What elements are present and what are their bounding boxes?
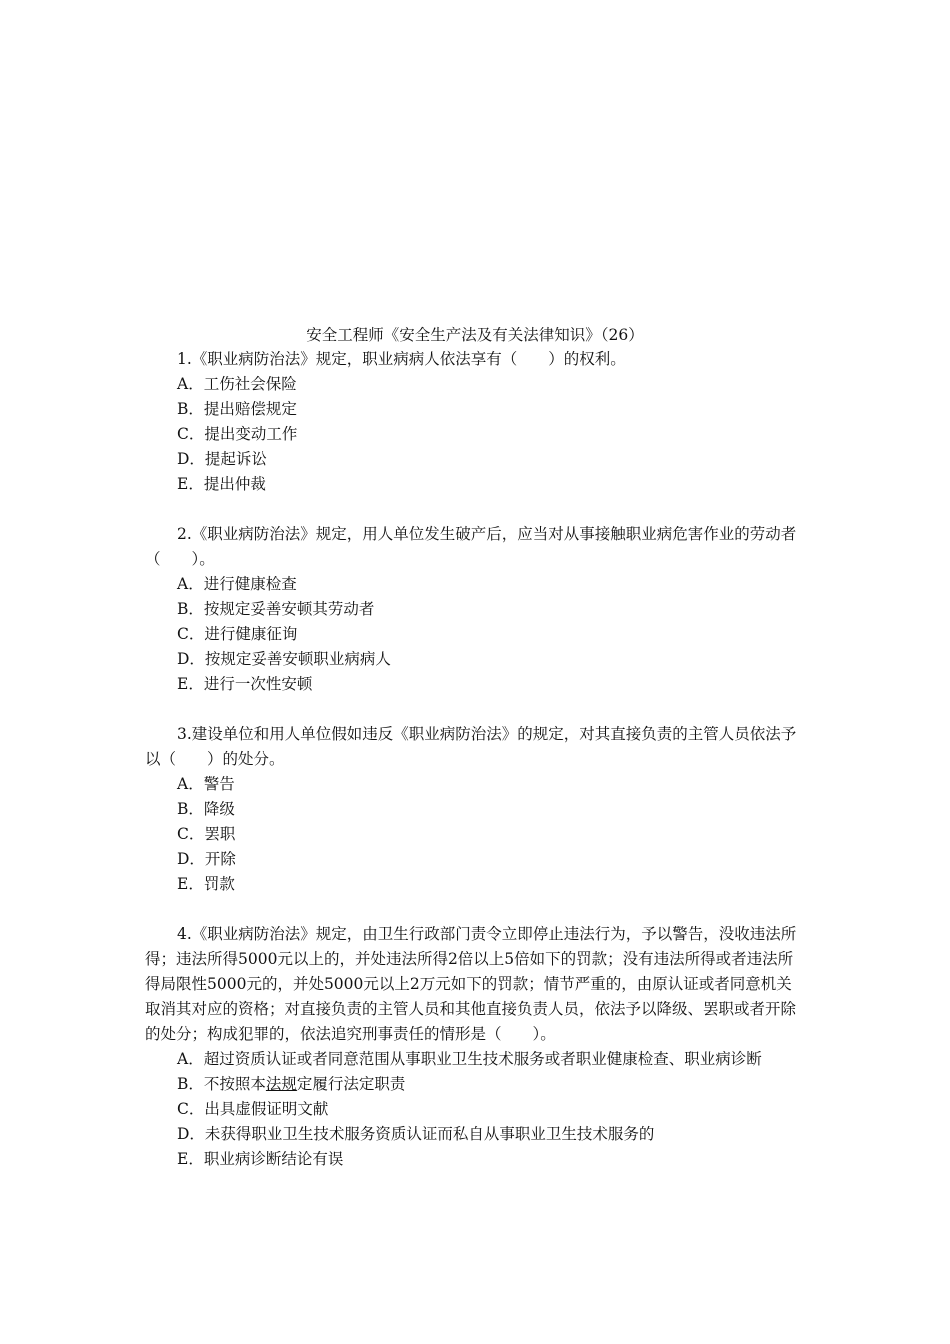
option-b-text-before: B．不按照本 bbox=[177, 1075, 266, 1093]
question-1 bbox=[145, 347, 805, 497]
option-e: E．职业病诊断结论有误 bbox=[177, 1150, 344, 1168]
option-e: E．进行一次性安顿 bbox=[177, 675, 313, 693]
document-body bbox=[145, 347, 805, 1172]
question-3 bbox=[145, 722, 805, 897]
option-a: A．工伤社会保险 bbox=[177, 375, 297, 393]
question-2 bbox=[145, 522, 805, 697]
option-a: A．超过资质认证或者同意范围从事职业卫生技术服务或者职业健康检查、职业病诊断 bbox=[177, 1050, 762, 1068]
option-b: B．按规定妥善安顿其劳动者 bbox=[177, 600, 375, 618]
option-a: A．进行健康检查 bbox=[177, 575, 297, 593]
option-c: C．罢职 bbox=[177, 825, 236, 843]
option-a: A．警告 bbox=[177, 775, 235, 793]
question-4 bbox=[145, 922, 805, 1172]
option-c: C．提出变动工作 bbox=[177, 425, 298, 443]
option-b bbox=[145, 1072, 805, 1097]
option-c: C．进行健康征询 bbox=[177, 625, 298, 643]
option-b-text-after: 定履行法定职责 bbox=[296, 1075, 406, 1093]
question-stem: 3.建设单位和用人单位假如违反《职业病防治法》的规定，对其直接负责的主管人员依法予以（ ）的处分。 bbox=[145, 725, 797, 768]
option-b: B．提出赔偿规定 bbox=[177, 400, 297, 418]
option-b-underlined-text: 法规 bbox=[265, 1075, 297, 1093]
question-stem: 1.《职业病防治法》规定，职业病病人依法享有（ ）的权利。 bbox=[177, 350, 626, 368]
option-b: B．降级 bbox=[177, 800, 235, 818]
question-stem: 4.《职业病防治法》规定，由卫生行政部门责令立即停止违法行为，予以警告，没收违法所得；违法所得5000元以上的，并处违法所得2倍以上5倍如下的罚款；没有违法所得或者违法所得局限性5000元的，并处5000元以上2万元如下的罚款；情节严重的，由原认证或者同意机关取消其对应的资格；对直接负责的主管人员和其他直接负责人员，依法予以降级、罢职或者开除的处分；构成犯罪的，依法追究刑事责任的情形是（ ）。 bbox=[145, 925, 797, 1043]
option-e: E．罚款 bbox=[177, 875, 235, 893]
option-e: E．提出仲裁 bbox=[177, 475, 266, 493]
option-c: C．出具虚假证明文献 bbox=[177, 1100, 329, 1118]
question-stem: 2.《职业病防治法》规定，用人单位发生破产后，应当对从事接触职业病危害作业的劳动者（ ）。 bbox=[145, 525, 797, 568]
document-title: 安全工程师《安全生产法及有关法律知识》（26） bbox=[306, 326, 644, 344]
option-d: D．按规定妥善安顿职业病病人 bbox=[177, 650, 391, 668]
option-d: D．开除 bbox=[177, 850, 236, 868]
option-d: D．提起诉讼 bbox=[177, 450, 267, 468]
option-d: D．未获得职业卫生技术服务资质认证而私自从事职业卫生技术服务的 bbox=[177, 1125, 655, 1143]
